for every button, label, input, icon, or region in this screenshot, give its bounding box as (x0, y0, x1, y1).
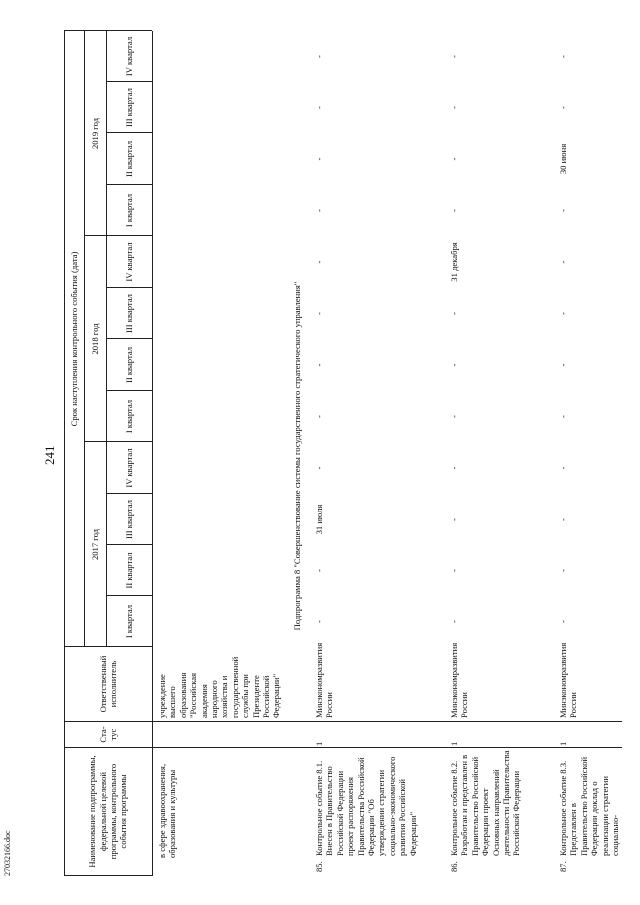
row-name: Контрольное событие 8.1. Внесен в Правительство Российской Федерации проект распоряжения Правительства Российской Федерации "Об утверждении стратегии социально-экономического развития Российской Федерации" (314, 756, 418, 856)
page-number: 241 (42, 445, 57, 465)
row-number: 86. (449, 861, 459, 872)
continuation-executor: учреждение высшего образования "Российская академия народного хозяйства и государственной службы при Президенте Российской Федерации" (157, 656, 282, 718)
row-term: - (449, 620, 459, 623)
row-term: - (314, 209, 324, 212)
row-term: - (558, 518, 568, 521)
header-status: Ста-тус (97, 726, 118, 743)
row-status: 1 (449, 741, 459, 746)
header-quarter: III квартал (123, 500, 134, 539)
row-term: - (449, 312, 459, 315)
row-term: - (449, 209, 459, 212)
row-term: - (558, 415, 568, 418)
row-number: 87. (558, 861, 568, 872)
header-quarter: II квартал (123, 346, 134, 384)
row-term: - (314, 260, 324, 264)
header-quarter: IV квартал (123, 36, 134, 77)
header-name: Наименование подпрограммы, федеральной целевой программы, контрольного события программы (87, 755, 129, 868)
row-term: - (314, 415, 324, 418)
row-term: - (314, 569, 324, 572)
row-executor: Минэкономразвития России (314, 642, 335, 718)
header-quarter: II квартал (123, 552, 134, 589)
continuation-name: в сфере здравоохранения, образования и культуры (157, 764, 178, 858)
program-schedule-table (64, 31, 622, 876)
row-term: - (558, 209, 568, 212)
row-term: - (314, 363, 324, 367)
row-status: 1 (558, 741, 568, 746)
row-term: - (314, 466, 324, 470)
row-term: - (314, 620, 324, 623)
row-term: - (449, 466, 459, 470)
row-number: 85. (314, 861, 324, 872)
header-quarter: II квартал (123, 140, 134, 178)
row-term: - (558, 312, 568, 315)
row-term: - (314, 55, 324, 58)
row-term: 30 июня (558, 143, 568, 175)
row-term: - (449, 569, 459, 572)
row-term: - (558, 55, 568, 58)
header-year-2019: 2019 год (90, 117, 101, 150)
row-term: - (558, 106, 568, 109)
row-name: Контрольное событие 8.2. Разработан и представлен в Правительство Российской Федерации проект Основных направлений деятельности Правительства Российской Федерации (449, 750, 522, 856)
row-executor: Минэкономразвития России (558, 642, 579, 718)
row-term: - (449, 518, 459, 521)
row-term: - (314, 157, 324, 161)
row-executor: Минэкономразвития России (449, 642, 470, 718)
row-term: - (449, 415, 459, 418)
row-term: - (449, 157, 459, 161)
header-quarter: IV квартал (123, 448, 134, 488)
header-year-2018: 2018 год (90, 323, 101, 355)
header-year-2017: 2017 год (90, 528, 101, 561)
header-quarter: III квартал (123, 88, 134, 127)
document-filename: 27032166.doc (3, 830, 12, 876)
header-quarter: I квартал (123, 604, 134, 639)
row-term: - (558, 466, 568, 470)
row-term: - (558, 363, 568, 367)
header-quarter: I квартал (123, 193, 134, 228)
row-term: - (449, 55, 459, 58)
row-term: 31 декабря (449, 242, 459, 282)
row-term: 31 июля (314, 504, 324, 535)
subprogram-title: Подпрограмма 8 "Совершенствование системы государственного стратегического управления" (292, 281, 302, 631)
row-term: - (449, 363, 459, 367)
row-term: - (314, 312, 324, 315)
row-status: 1 (314, 741, 324, 746)
header-term: Срок наступления контрольного события (дата) (68, 251, 79, 427)
header-quarter: I квартал (123, 399, 134, 434)
row-name: Контрольное событие 8.3. Представлен в Правительство Российской Федерации доклад о реализации стратегии социально- (558, 756, 621, 856)
header-quarter: IV квартал (123, 242, 134, 282)
row-term: - (314, 106, 324, 109)
row-term: - (558, 569, 568, 572)
header-quarter: III квартал (123, 294, 134, 333)
row-term: - (558, 260, 568, 264)
row-term: - (449, 106, 459, 109)
row-term: - (558, 620, 568, 623)
header-executor: Ответственный исполнитель (97, 655, 118, 713)
